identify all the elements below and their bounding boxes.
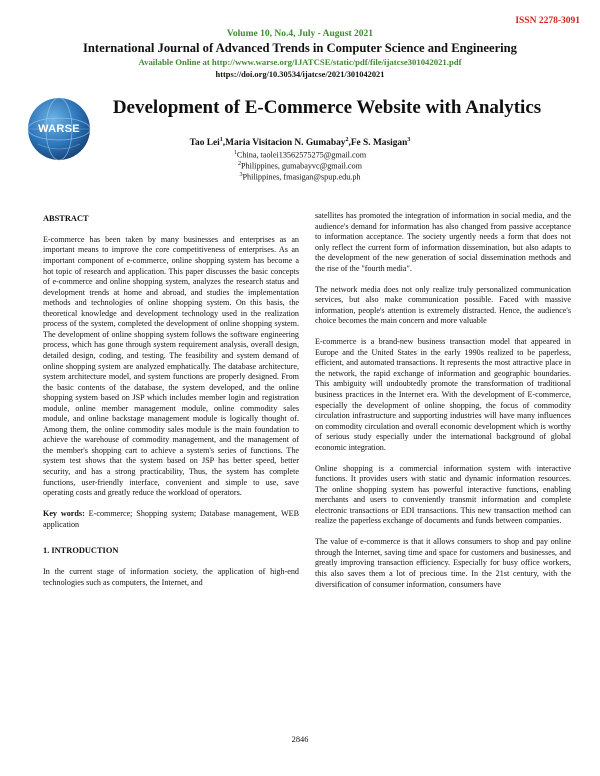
issn-label: ISSN 2278-3091	[515, 16, 580, 26]
affiliation-text: Philippines, fmasigan@spup.edu.ph	[242, 172, 361, 182]
affiliation	[0, 161, 600, 171]
author-sup: 1	[219, 137, 223, 143]
author-sup: 3	[407, 137, 411, 143]
body-paragraph: E-commerce is a brand-new business transaction model that appeared in Europe and the United States in the early 1990s realized to be paperless, efficient, and automated transactions. It represents the most attractive place in the network, the rapid exchange of information and geographic boundaries. This ambiguity will undoubtedly promote the transformation of traditional business practices in the Internet era. With the development of E-commerce, especially the development of online shopping, the focus of commodity circulation infrastructure and supporting industries will have many influences on commodity circulation and overall economic development which is worthy of serious study especially under the international background of global economic integration.	[315, 337, 571, 452]
page-number: 2846	[291, 735, 309, 744]
keywords	[43, 509, 299, 530]
affiliation-sup: 1	[233, 150, 237, 156]
journal-title: International Journal of Advanced Trends in Computer Science and Engineering	[83, 41, 517, 55]
affiliation-sup: 2	[237, 161, 241, 167]
affiliation	[0, 150, 600, 160]
body-paragraph: The value of e-commerce is that it allows consumers to shop and pay online through the Internet, saving time and space for customers and businesses, and greatly improving transaction efficiency. Especially for busy office workers, this also saves them a lot of precious time. In the 21st century, with the diversification of consumer information, consumers have	[315, 537, 571, 589]
affiliation-text: China, taolei13562575275@gmail.com	[236, 150, 367, 160]
affiliation-text: Philippines, gumabayvc@gmail.com	[240, 161, 362, 171]
doi-link[interactable]: https://doi.org/10.30534/ijatcse/2021/301042021	[215, 70, 385, 79]
affiliation	[0, 172, 600, 182]
author-name: Fe S. Masigan	[350, 138, 408, 149]
body-paragraph: The network media does not only realize truly personalized communication services, but also make communication possible. Faced with massive information, people's attention is extremely distracted. Hence, the audience's choice becomes the main concern and more valuable	[315, 284, 571, 326]
paper-title: Development of E-Commerce Website with Analytics	[112, 97, 542, 118]
logo-text: WARSE	[38, 123, 80, 135]
author-separator: ,	[222, 138, 226, 149]
body-paragraph: satellites has promoted the integration of information in social media, and the audience's demand for information has also changed from passive acceptance to information acceptance. The society urgently needs a form that does not only reflect the current form of information dissemination, but also adapts to the development of the new generation of social dissemination methods and the rise of the "fourth media".	[315, 211, 571, 273]
keywords-text: E-commerce; Shopping system; Database management, WEB application	[43, 509, 299, 529]
right-column	[315, 211, 571, 600]
author-line	[0, 137, 600, 148]
introduction-paragraph: In the current stage of information society, the application of high-end technologies such as computers, the Internet, and	[43, 567, 299, 587]
affiliation-sup: 3	[239, 172, 243, 178]
abstract-text: E-commerce has been taken by many businesses and enterprises as an important means to improve the core competitiveness of enterprises. As an important component of e-commerce, online shopping system has become a hot topic of research and application. This paper discusses the basic concepts of e-commerce and online shopping system, analyzes the research status and development trends at home and abroad, and studies the implementation methods and technologies of online shopping system. On this basis, the theoretical knowledge and development technology used in the realization process of the system, completed the development of online shopping system. The development of online shopping system follows the software engineering process, which has gone through system requirement analysis, overall design, detailed design, coding, and testing. The feasibility and system demand of online shopping system are analyzed emphatically. The database architecture, system architecture model, and system functions are properly designed. From the basic contents of the database, the system developed, and the online shopping system based on JSP which includes member login and registration module, online member management module, online commodity sales module, and online backstage management module is logically thought of. Among them, the online commodity sales module is the main foundation to achieve the warehouse of commodity management, and the management of the member's shopping cart to achieve a system's series of functions. The system test shows that the system based on JSP has better speed, better security, and has a strong practicability, Thus, the system has complete functions, user-friendly interface, convenient and simple to use, save operating costs and greatly reduce the workload of operators.	[43, 234, 299, 498]
left-column	[43, 214, 299, 599]
keywords-label: Key words:	[43, 509, 85, 518]
abstract-heading: ABSTRACT	[43, 214, 89, 223]
author-name: Tao Lei	[189, 138, 220, 149]
author-separator: ,	[348, 138, 351, 149]
introduction-heading: 1. INTRODUCTION	[43, 546, 119, 556]
author-name: Maria Visitacion N. Gumabay	[225, 138, 346, 149]
availability-link[interactable]: Available Online at http://www.warse.org/IJATCSE/static/pdf/file/ijatcse301042021.pdf	[138, 57, 462, 67]
author-sup: 2	[345, 137, 349, 143]
volume-line: Volume 10, No.4, July - August 2021	[226, 29, 374, 39]
body-paragraph: Online shopping is a commercial information system with interactive functions. It provides users with static and dynamic information resources. The online shopping system has powerful interactive functions, enabling merchants and users to conveniently transmit information and complete electronic transactions or EDI transactions. This new transaction method can realize the paperless exchange of documents and funds between companies.	[315, 463, 571, 526]
